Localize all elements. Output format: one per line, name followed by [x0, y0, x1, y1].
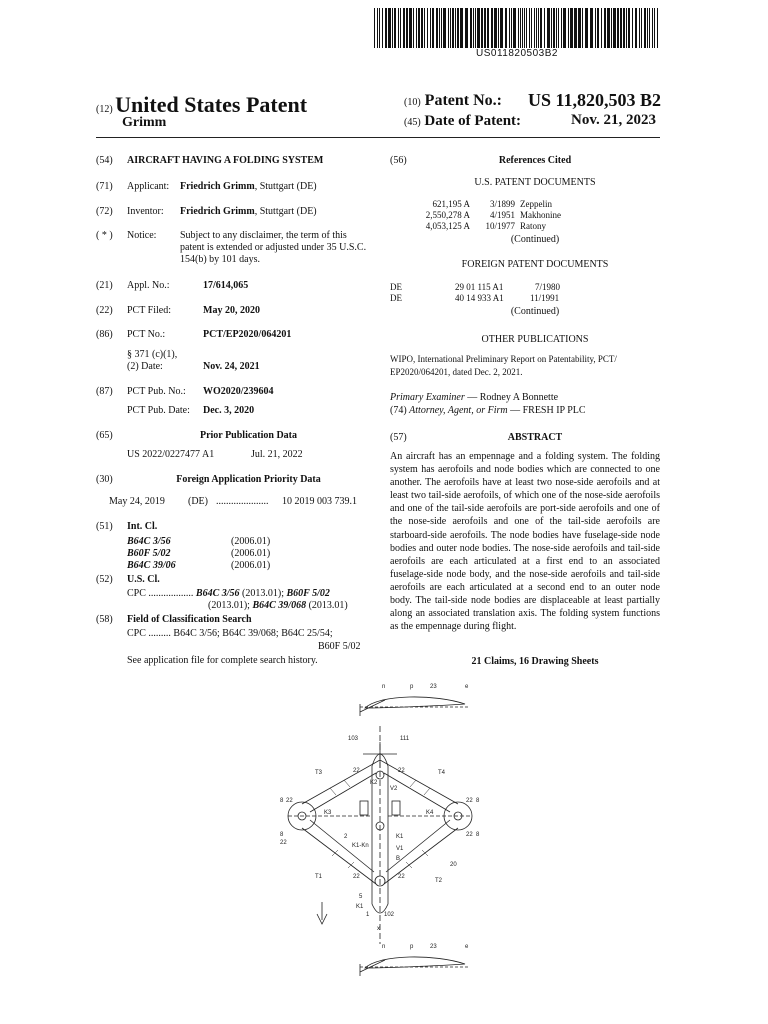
label-22: 22	[398, 768, 405, 774]
label-x: x	[377, 926, 380, 932]
code-51: (51)	[96, 521, 113, 532]
int-cl-version: (2006.01)	[231, 536, 271, 547]
barcode-bar	[403, 8, 405, 48]
barcode-number: US011820503B2	[476, 48, 558, 59]
code-52: (52)	[96, 574, 113, 585]
other-pub-line-1: WIPO, International Preliminary Report on Patentability, PCT/	[390, 354, 617, 364]
prior-pub-heading: Prior Publication Data	[199, 430, 298, 441]
label-k1: K1	[356, 904, 364, 910]
code-12: (12)	[96, 104, 113, 115]
attorney-row	[390, 405, 586, 416]
code-21: (21)	[96, 280, 113, 291]
barcode-bar	[604, 8, 606, 48]
label-8: 8	[280, 832, 284, 838]
int-cl-version: (2006.01)	[231, 560, 271, 571]
barcode-bar	[441, 8, 442, 48]
other-pubs-heading: OTHER PUBLICATIONS	[481, 334, 589, 345]
barcode-bar	[455, 8, 456, 48]
patent-number-row	[404, 92, 502, 110]
barcode-bar	[439, 8, 440, 48]
prior-pub-no: US 2022/0227477 A1	[127, 449, 215, 460]
top-label-23: 23	[430, 684, 437, 690]
pct-filed: May 20, 2020	[203, 305, 260, 316]
barcode-bar	[531, 8, 532, 48]
barcode-bar	[473, 8, 474, 48]
foreign-priority-country: (DE)	[188, 496, 208, 507]
cpc-code-a: B64C 3/56	[195, 588, 240, 599]
barcode-bar	[574, 8, 577, 48]
appl-no: 17/614,065	[203, 280, 249, 291]
barcode-bar	[607, 8, 610, 48]
barcode-bar	[536, 8, 537, 48]
pct-pub-date-label: PCT Pub. Date:	[127, 405, 190, 416]
barcode-bar	[553, 8, 555, 48]
foreign-docs-heading: FOREIGN PATENT DOCUMENTS	[461, 259, 609, 270]
barcode-bar	[570, 8, 573, 48]
top-label-e: e	[465, 684, 469, 690]
pct-no-label: PCT No.:	[127, 329, 166, 340]
patent-no-label: Patent No.:	[424, 92, 502, 109]
barcode-bar	[522, 8, 523, 48]
foreign-doc-country: DE	[390, 282, 402, 292]
barcode-bar	[568, 8, 569, 48]
cpc-code-a-version: (2013.01);	[239, 588, 287, 599]
barcode-bar	[582, 8, 583, 48]
barcode-bar	[416, 8, 417, 48]
label-103: 103	[348, 736, 359, 742]
label-t4: T4	[438, 770, 446, 776]
pct-pub-no-label: PCT Pub. No.:	[127, 386, 186, 397]
code-72: (72)	[96, 206, 113, 217]
barcode-bar	[465, 8, 468, 48]
claims-summary: 21 Claims, 16 Drawing Sheets	[471, 656, 599, 667]
foreign-doc-no: 29 01 115 A1	[455, 282, 504, 292]
barcode-bar	[620, 8, 622, 48]
invention-title: AIRCRAFT HAVING A FOLDING SYSTEM	[127, 155, 324, 166]
cpc-line-2	[208, 600, 348, 611]
barcode-bar	[524, 8, 525, 48]
us-cl-label: U.S. Cl.	[127, 574, 160, 585]
barcode-bar	[500, 8, 503, 48]
barcode-bar	[585, 8, 588, 48]
barcode-bar	[601, 8, 602, 48]
label-t3: T3	[315, 770, 323, 776]
label-k4: K4	[426, 810, 434, 816]
barcode-bar	[418, 8, 420, 48]
prior-pub-date: Jul. 21, 2022	[251, 449, 303, 460]
barcode-bar	[413, 8, 414, 48]
code-74: (74)	[390, 405, 407, 416]
foreign-doc-country: DE	[390, 293, 402, 303]
continued-us: (Continued)	[510, 234, 560, 245]
label-v2: V2	[390, 786, 398, 792]
cpc-code-b-version: (2013.01);	[208, 600, 253, 611]
label-22: 22	[353, 874, 360, 880]
barcode-bar	[457, 8, 459, 48]
label-8: 8	[476, 832, 480, 838]
s371-label-1: § 371 (c)(1),	[127, 349, 178, 360]
header-rule	[96, 137, 660, 138]
document-title: United States Patent	[115, 92, 308, 117]
barcode-bar	[477, 8, 480, 48]
label-k1: K1	[396, 834, 404, 840]
foreign-priority-heading: Foreign Application Priority Data	[176, 474, 321, 485]
applicant	[180, 181, 317, 192]
notice-text: Subject to any disclaimer, the term of this patent is extended or adjusted under 35 U.S.C. 154(b) by 101 days.	[180, 230, 367, 265]
barcode-bar	[505, 8, 507, 48]
barcode-bar	[652, 8, 653, 48]
attorney-label: Attorney, Agent, or Firm	[409, 405, 508, 416]
field-cpc-line-2: B60F 5/02	[318, 641, 361, 652]
label-k1-kn: K1-Kn	[352, 843, 369, 849]
label-v1: V1	[396, 846, 404, 852]
barcode-bar	[398, 8, 399, 48]
label-22: 22	[286, 798, 293, 804]
barcode-bar	[432, 8, 434, 48]
foreign-priority-no: 10 2019 003 739.1	[282, 496, 357, 507]
barcode-bar	[481, 8, 483, 48]
barcode-bar	[377, 8, 378, 48]
code-57: (57)	[390, 432, 407, 443]
s371-label-2: (2) Date:	[127, 361, 163, 372]
barcode-bar	[657, 8, 658, 48]
foreign-priority-dots: .....................	[216, 496, 269, 507]
barcode-bar	[558, 8, 559, 48]
barcode-bar	[613, 8, 616, 48]
cpc-code-c: B64C 39/068	[252, 600, 307, 611]
barcode-bar	[374, 8, 375, 48]
notice-label: Notice:	[127, 230, 157, 241]
us-doc-date: 4/1951	[489, 210, 515, 220]
code-22: (22)	[96, 305, 113, 316]
barcode-bar	[639, 8, 640, 48]
label-22: 22	[398, 874, 405, 880]
barcode-bar	[561, 8, 562, 48]
barcode-bar	[424, 8, 425, 48]
barcode-bar	[513, 8, 516, 48]
us-doc-name: Makhonine	[520, 210, 561, 220]
label-22: 22	[466, 832, 473, 838]
applicant-name: Friedrich Grimm	[180, 181, 255, 192]
code-87: (87)	[96, 386, 113, 397]
barcode-bar	[443, 8, 446, 48]
label-8: 8	[476, 798, 480, 804]
barcode-bar	[611, 8, 612, 48]
barcode-bar	[430, 8, 431, 48]
barcode-bar	[518, 8, 519, 48]
barcode-bar	[382, 8, 383, 48]
barcode-bar	[529, 8, 530, 48]
barcode-bar	[540, 8, 542, 48]
barcode-bar	[649, 8, 650, 48]
barcode-bar	[394, 8, 396, 48]
label-t2: T2	[435, 878, 443, 884]
barcode-bar	[409, 8, 412, 48]
barcode-bar	[590, 8, 593, 48]
barcode-bar	[647, 8, 648, 48]
barcode-bar	[623, 8, 625, 48]
us-doc-date: 10/1977	[485, 221, 515, 231]
cpc-label: CPC	[127, 588, 146, 599]
code-65: (65)	[96, 430, 113, 441]
int-cl-code: B64C 3/56	[127, 536, 171, 547]
barcode-bar	[534, 8, 535, 48]
pct-pub-no: WO2020/239604	[203, 386, 274, 397]
barcode-bar	[452, 8, 454, 48]
barcode-bar	[635, 8, 637, 48]
top-label-n: n	[382, 684, 386, 690]
label-k3: K3	[324, 810, 332, 816]
label-2: 2	[344, 834, 348, 840]
pct-no: PCT/EP2020/064201	[203, 329, 292, 340]
barcode-bar	[421, 8, 423, 48]
applicant-place: , Stuttgart (DE)	[254, 181, 317, 192]
top-label-p: p	[410, 684, 414, 690]
barcode-bar	[644, 8, 646, 48]
barcode-bar	[509, 8, 510, 48]
us-doc-no: 4,053,125 A	[425, 221, 470, 231]
us-doc-no: 621,195 A	[432, 199, 470, 209]
barcode-bar	[520, 8, 521, 48]
barcode-bar	[551, 8, 552, 48]
inventor-name: Friedrich Grimm	[180, 206, 255, 217]
label-5: 5	[359, 894, 363, 900]
inventor	[180, 206, 317, 217]
examiner-name: — Rodney A Bonnette	[464, 392, 559, 403]
barcode	[374, 8, 660, 48]
barcode-bar	[487, 8, 489, 48]
barcode-bar	[450, 8, 451, 48]
field-cpc-line-1: CPC ......... B64C 3/56; B64C 39/068; B64C 25/54;	[127, 628, 333, 639]
barcode-bar	[470, 8, 472, 48]
us-doc-name: Zeppelin	[520, 199, 552, 209]
barcode-bar	[491, 8, 493, 48]
int-cl-code: B60F 5/02	[127, 548, 171, 559]
field-search-label: Field of Classification Search	[127, 614, 252, 625]
bottom-label-p: p	[410, 944, 414, 950]
barcode-bar	[427, 8, 428, 48]
barcode-bar	[641, 8, 642, 48]
barcode-bar	[617, 8, 619, 48]
barcode-bar	[544, 8, 545, 48]
date-label: Date of Patent:	[424, 113, 522, 129]
label-b: B	[396, 856, 401, 862]
barcode-bar	[379, 8, 380, 48]
code-71: (71)	[96, 181, 113, 192]
us-docs-heading: U.S. PATENT DOCUMENTS	[474, 177, 596, 188]
abstract-heading: ABSTRACT	[507, 432, 563, 443]
foreign-doc-date: 11/1991	[530, 293, 560, 303]
cpc-line-1	[127, 588, 330, 599]
barcode-bar	[654, 8, 655, 48]
other-pub-line-2: EP2020/064201, dated Dec. 2, 2021.	[390, 367, 523, 377]
barcode-bar	[547, 8, 550, 48]
barcode-bar	[392, 8, 393, 48]
inventor-label: Inventor:	[127, 206, 164, 217]
label-20: 20	[450, 862, 457, 868]
code-54: (54)	[96, 155, 113, 166]
label-22: 22	[353, 768, 360, 774]
code-notice: ( * )	[96, 230, 113, 241]
representative-drawing	[260, 676, 500, 1016]
label-22: 22	[466, 798, 473, 804]
barcode-bar	[597, 8, 599, 48]
barcode-bar	[406, 8, 408, 48]
code-30: (30)	[96, 474, 113, 485]
pct-pub-date: Dec. 3, 2020	[203, 405, 255, 416]
patent-date: Nov. 21, 2023	[571, 112, 657, 128]
references-heading: References Cited	[498, 155, 572, 166]
barcode-bar	[460, 8, 463, 48]
bottom-label-e: e	[465, 944, 469, 950]
inventor-place: , Stuttgart (DE)	[254, 206, 317, 217]
label-22: 22	[280, 840, 287, 846]
barcode-bar	[538, 8, 539, 48]
bottom-label-n: n	[382, 944, 386, 950]
direction-arrow	[317, 902, 327, 924]
int-cl-version: (2006.01)	[231, 548, 271, 559]
code-10: (10)	[404, 97, 421, 108]
us-doc-date: 3/1899	[489, 199, 515, 209]
cpc-code-b: B60F 5/02	[286, 588, 330, 599]
pct-filed-label: PCT Filed:	[127, 305, 171, 316]
barcode-bar	[475, 8, 476, 48]
int-cl-code: B64C 39/06	[127, 560, 176, 571]
label-111: 111	[400, 736, 410, 742]
examiner-row	[390, 392, 558, 403]
barcode-bar	[436, 8, 438, 48]
code-58: (58)	[96, 614, 113, 625]
us-doc-name: Ratony	[520, 221, 546, 231]
barcode-bar	[578, 8, 581, 48]
applicant-label: Applicant:	[127, 181, 170, 192]
inventor-surname: Grimm	[122, 115, 167, 130]
cpc-dots: ..................	[148, 588, 194, 599]
abstract-text: An aircraft has an empennage and a folding system. The folding system has aerofoils and node bodies which are connected to one another. The aerofoils have at least two nose-side aerofoils and at least two tail-side aerofoils, of which one of the nose-side aerofoils and one of the tail-side aerofoils are port-side aerofoils and one of the nose-side aerofoils and one of the tail-side aerofoils are starboard-side aerofoils. The node bodies have fuselage-side node bodies and outer node bodies. The nose-side aerofoils and tail-side aerofoils are each articulated at a first end to an associated fuselage-side node body, and the nose-side aerofoils and tail-side aerofoils are each articulated at a second end to an outer node body. The tail-side node bodies are displaceable at least partially along an associated translation axis. The folding system functions as the empennage during flight.	[390, 451, 660, 633]
barcode-bar	[563, 8, 566, 48]
int-cl-label: Int. Cl.	[127, 521, 158, 532]
label-8: 8	[280, 798, 284, 804]
bottom-label-23: 23	[430, 944, 437, 950]
barcode-bar	[511, 8, 512, 48]
appl-no-label: Appl. No.:	[127, 280, 170, 291]
continued-foreign: (Continued)	[510, 306, 560, 317]
patent-number: US 11,820,503 B2	[528, 90, 662, 110]
barcode-bar	[448, 8, 449, 48]
examiner-label: Primary Examiner	[390, 392, 465, 403]
foreign-doc-date: 7/1980	[535, 282, 561, 292]
barcode-bar	[595, 8, 596, 48]
barcode-bar	[526, 8, 527, 48]
cpc-code-c-version: (2013.01)	[306, 600, 348, 611]
label-1: 1	[366, 912, 370, 918]
barcode-bar	[494, 8, 497, 48]
attorney-name: — FRESH IP PLC	[507, 405, 586, 416]
code-86: (86)	[96, 329, 113, 340]
barcode-bar	[388, 8, 391, 48]
barcode-bar	[626, 8, 627, 48]
label-102: 102	[384, 912, 395, 918]
barcode-bar	[628, 8, 630, 48]
barcode-bar	[498, 8, 499, 48]
barcode-bar	[632, 8, 633, 48]
barcode-bar	[385, 8, 387, 48]
date-row	[404, 113, 521, 130]
field-search-note: See application file for complete search history.	[127, 655, 318, 666]
label-t1: T1	[315, 874, 323, 880]
label-k2: K2	[370, 780, 378, 786]
barcode-bar	[484, 8, 486, 48]
code-45: (45)	[404, 117, 421, 128]
foreign-priority-date: May 24, 2019	[109, 496, 165, 507]
s371-date: Nov. 24, 2021	[203, 361, 260, 372]
barcode-bar	[556, 8, 557, 48]
us-doc-no: 2,550,278 A	[425, 210, 470, 220]
foreign-doc-no: 40 14 933 A1	[455, 293, 504, 303]
barcode-bar	[400, 8, 401, 48]
code-56: (56)	[390, 155, 407, 166]
